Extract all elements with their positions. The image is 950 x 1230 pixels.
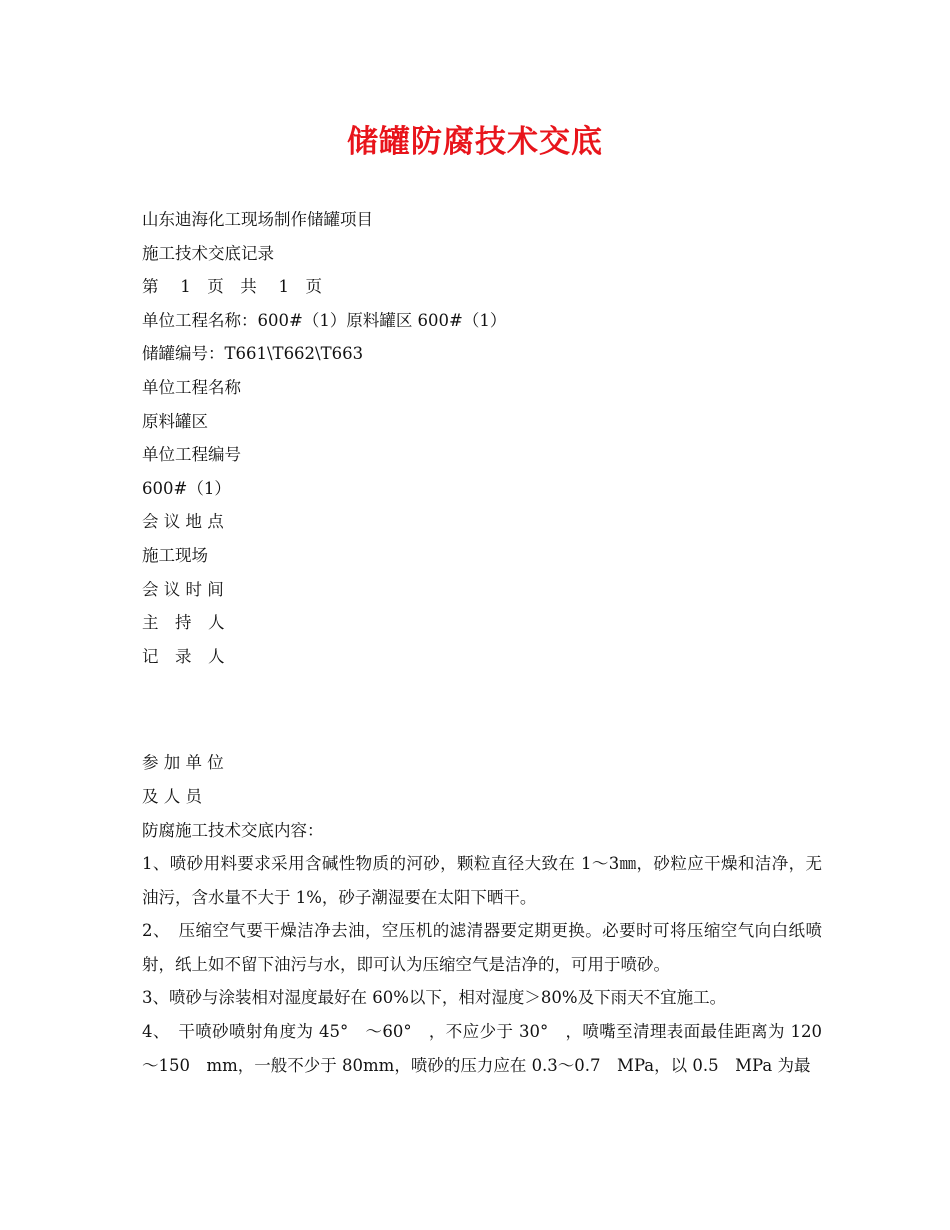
unit-number-value: 600#（1） [142,478,231,498]
paragraph-3: 3、喷砂与涂装相对湿度最好在 60%以下，相对湿度＞80%及下雨天不宜施工。 [142,988,727,1008]
content-heading: 防腐施工技术交底内容： [142,820,324,840]
paragraph-4: 4、 干喷砂喷射角度为 45° ～60° ，不应少于 30° ，喷嘴至清理表面最佳距离为 120～150 mm，一般不少于 80mm，喷砂的压力应在 0.3～0.7 MPa，以 0.5 MPa 为最 [142,1022,822,1075]
paragraph-1: 1、喷砂用料要求采用含碱性物质的河砂，颗粒直径大致在 1～3㎜，砂粒应干燥和洁净，无油污，含水量不大于 1%，砂子潮湿要在太阳下晒干。 [142,854,822,907]
tank-number: 储罐编号：T661\T662\T663 [142,344,364,364]
meeting-time-label: 会 议 时 间 [142,579,224,599]
record-type: 施工技术交底记录 [142,243,274,263]
unit-project-name: 单位工程名称：600#（1）原料罐区 600#（1） [142,310,507,330]
paragraph-2: 2、 压缩空气要干燥洁净去油，空压机的滤清器要定期更换。必要时可将压缩空气向白纸喷射，纸上如不留下油污与水，即可认为压缩空气是洁净的，可用于喷砂。 [142,921,822,974]
meeting-place-label: 会 议 地 点 [142,512,224,532]
participants-label-line1: 参 加 单 位 [142,753,224,773]
page-count: 第 1 页 共 1 页 [142,277,322,297]
meeting-place-value: 施工现场 [142,545,208,565]
document-title: 储罐防腐技术交底 [347,124,603,160]
blank-gap [142,673,822,746]
recorder-label: 记 录 人 [142,646,225,666]
unit-name-value: 原料罐区 [142,411,208,431]
unit-number-label: 单位工程编号 [142,445,241,465]
document-body [142,203,822,1082]
host-label: 主 持 人 [142,613,225,633]
unit-name-label: 单位工程名称 [142,377,241,397]
participants-label-line2: 及 人 员 [142,786,202,806]
project-name: 山东迪海化工现场制作储罐项目 [142,210,373,229]
